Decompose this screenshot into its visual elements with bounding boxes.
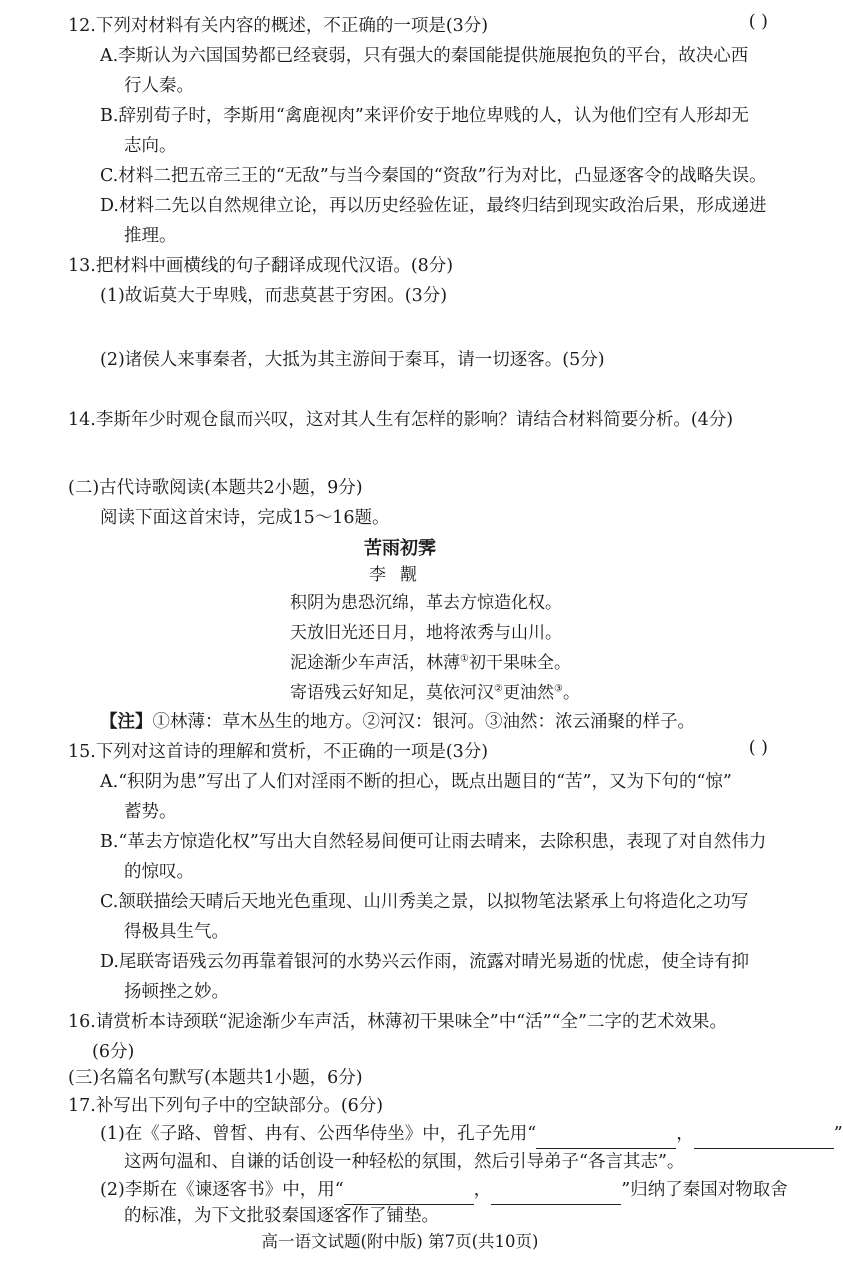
poem-line-1: 积阴为患恐沉绵，革去方惊造化权。: [290, 593, 562, 613]
q15-answer-paren: ( ): [748, 738, 768, 758]
q12-option-b-cont: 志向。: [124, 136, 177, 156]
q17-stem: 17.补写出下列句子中的空缺部分。(6分): [68, 1096, 384, 1116]
footnote-mark-1: ①: [460, 653, 469, 665]
q13-sub2: (2)诸侯人来事秦者，大抵为其主游间于秦耳，请一切逐客。(5分): [100, 350, 605, 370]
section2-heading: (二)古代诗歌阅读(本题共2小题，9分): [68, 478, 363, 498]
q15-option-c-cont: 得极具生气。: [124, 922, 229, 942]
note-text: ①林薄：草木丛生的地方。②河汉：银河。③油然：浓云涌聚的样子。: [152, 712, 695, 732]
footnote-mark-3: ③: [553, 683, 563, 695]
q15-stem: 15.下列对这首诗的理解和赏析，不正确的一项是(3分): [68, 742, 489, 762]
q12-option-c: C.材料二把五帝三王的“无敌”与当今秦国的“资敌”行为对比，凸显逐客令的战略失误。: [100, 166, 767, 186]
poem-author: 李觏: [369, 565, 431, 585]
q16-points: (6分): [92, 1042, 135, 1062]
q16-stem: 16.请赏析本诗颈联“泥途渐少车声活，林薄初干果味全”中“活”“全”二字的艺术效果。: [68, 1012, 728, 1032]
q17-sub2-cont: 的标准，为下文批驳秦国逐客作了铺垫。: [124, 1206, 439, 1226]
q12-option-a: A.李斯认为六国国势都已经衰弱，只有强大的秦国能提供施展抱负的平台，故决心西: [100, 46, 749, 66]
q17-sub1: (1)在《子路、曾皙、冉有、公西华侍坐》中，孔子先用“ ， ”: [100, 1120, 843, 1149]
footnote-mark-2: ②: [494, 683, 503, 695]
q17-sub1-cont: 这两句温和、自谦的话创设一种轻松的氛围，然后引导弟子“各言其志”。: [124, 1152, 685, 1172]
blank-2[interactable]: [694, 1128, 834, 1149]
q13-sub1: (1)故诟莫大于卑贱，而悲莫甚于穷困。(3分): [100, 286, 448, 306]
q15-option-a: A.“积阴为患”写出了人们对淫雨不断的担心，既点出题目的“苦”，又为下句的“惊”: [100, 772, 732, 792]
q12-stem: 12.下列对材料有关内容的概述，不正确的一项是(3分): [68, 16, 489, 36]
poem-notes: [100, 708, 695, 737]
q15-option-d-cont: 扬顿挫之妙。: [124, 982, 229, 1002]
poem-line-4: 寄语残云好知足，莫依河汉②更油然③。: [290, 683, 580, 703]
note-label: 【注】: [100, 712, 153, 732]
q15-option-b: B.“革去方惊造化权”写出大自然轻易间便可让雨去晴来，去除积患，表现了对自然伟力: [100, 832, 767, 852]
q15-option-b-cont: 的惊叹。: [124, 862, 194, 882]
q12-option-a-cont: 行人秦。: [124, 76, 194, 96]
q14-stem: 14.李斯年少时观仓鼠而兴叹，这对其人生有怎样的影响？请结合材料简要分析。(4分): [68, 410, 734, 430]
poem-line-3: 泥途渐少车声活，林薄①初干果味全。: [290, 653, 571, 673]
q12-answer-paren: ( ): [748, 12, 768, 32]
q15-option-c: C.颔联描绘天晴后天地光色重现、山川秀美之景，以拟物笔法紧承上句将造化之功写: [100, 892, 749, 912]
page-footer: 高一语文试题(附中版) 第7页(共10页): [261, 1232, 539, 1251]
q12-option-d: D.材料二先以自然规律立论，再以历史经验佐证，最终归结到现实政治后果，形成递进: [100, 196, 767, 216]
poem-title: 苦雨初霁: [364, 538, 436, 559]
blank-4[interactable]: [491, 1184, 621, 1205]
section3-heading: (三)名篇名句默写(本题共1小题，6分): [68, 1068, 363, 1088]
q15-option-a-cont: 蓄势。: [124, 802, 177, 822]
poem-line-2: 天放旧光还日月，地将浓秀与山川。: [290, 623, 562, 643]
q17-sub2: (2)李斯在《谏逐客书》中，用“ ， ”归纳了秦国对物取舍: [100, 1176, 788, 1205]
q12-option-b: B.辞别荀子时，李斯用“禽鹿视肉”来评价安于地位卑贱的人，认为他们空有人形却无: [100, 106, 749, 126]
section2-intro: 阅读下面这首宋诗，完成15～16题。: [100, 508, 390, 528]
q12-option-d-cont: 推理。: [124, 226, 177, 246]
blank-1[interactable]: [536, 1128, 676, 1149]
q15-option-d: D.尾联寄语残云勿再靠着银河的水势兴云作雨，流露对晴光易逝的忧虑，使全诗有抑: [100, 952, 749, 972]
q13-stem: 13.把材料中画横线的句子翻译成现代汉语。(8分): [68, 256, 454, 276]
